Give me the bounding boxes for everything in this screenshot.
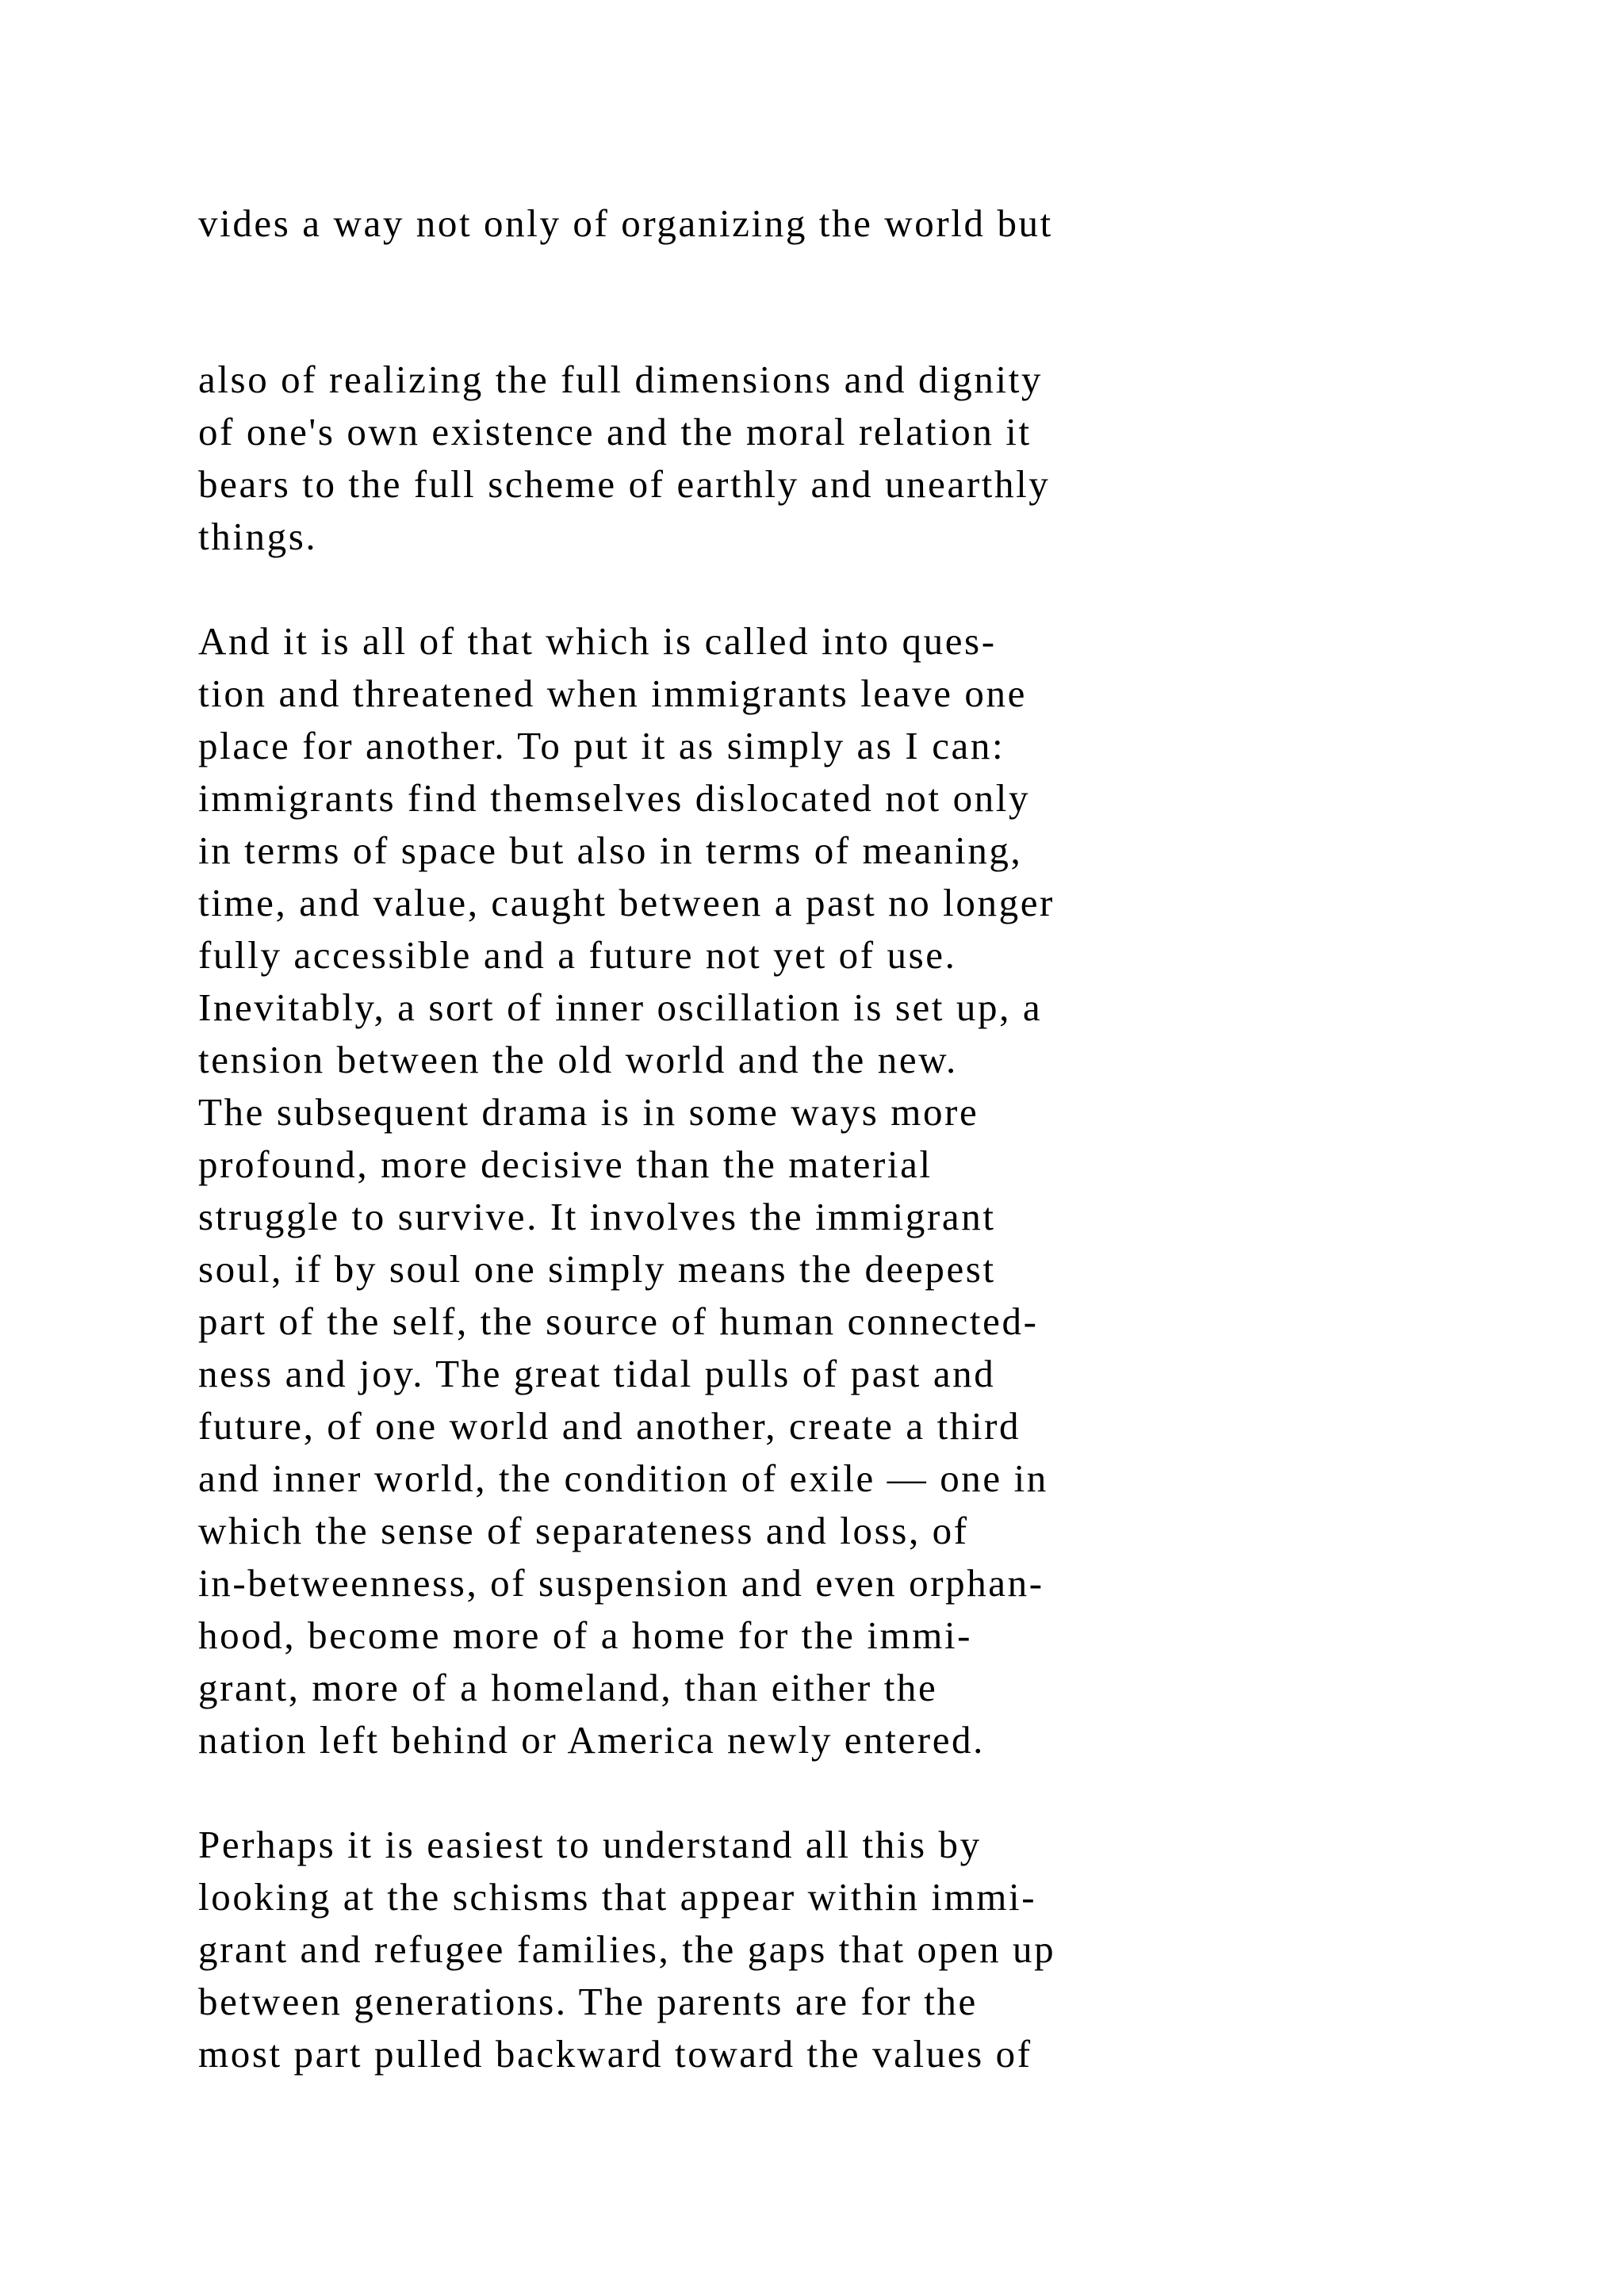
- text-line: immigrants find themselves dislocated not only: [198, 776, 1031, 820]
- text-line: also of realizing the full dimensions and dignity: [198, 358, 1044, 401]
- text-line: bears to the full scheme of earthly and unearthly: [198, 462, 1051, 506]
- text-line: looking at the schisms that appear within immi-: [198, 1875, 1037, 1919]
- text-line: of one's own existence and the moral relation it: [198, 410, 1032, 453]
- text-line: And it is all of that which is called into ques-: [198, 619, 997, 663]
- text-line: most part pulled backward toward the values of: [198, 2032, 1032, 2076]
- text-line: part of the self, the source of human connected-: [198, 1299, 1039, 1343]
- text-line: grant and refugee families, the gaps that open up: [198, 1927, 1056, 1971]
- text-line: The subsequent drama is in some ways more: [198, 1090, 979, 1134]
- text-line: vides a way not only of organizing the world but: [198, 201, 1053, 245]
- text-line: soul, if by soul one simply means the deepest: [198, 1247, 996, 1291]
- text-line: ness and joy. The great tidal pulls of past and: [198, 1352, 996, 1395]
- text-line: hood, become more of a home for the immi-: [198, 1613, 973, 1657]
- text-line: profound, more decisive than the material: [198, 1142, 933, 1186]
- text-line: nation left behind or America newly entered.: [198, 1718, 985, 1762]
- text-line: and inner world, the condition of exile — one in: [198, 1456, 1048, 1500]
- text-line: time, and value, caught between a past no longer: [198, 881, 1055, 924]
- text-line: tension between the old world and the new.: [198, 1038, 958, 1081]
- text-line: future, of one world and another, create a third: [198, 1404, 1021, 1448]
- text-line: Perhaps it is easiest to understand all this by: [198, 1823, 982, 1866]
- text-line: fully accessible and a future not yet of use.: [198, 933, 957, 977]
- text-line: grant, more of a homeland, than either the: [198, 1666, 938, 1709]
- text-line: struggle to survive. It involves the immigrant: [198, 1195, 996, 1238]
- text-line: tion and threatened when immigrants leave one: [198, 672, 1027, 715]
- text-line: place for another. To put it as simply as I can:: [198, 724, 1005, 767]
- text-line: which the sense of separateness and loss, of: [198, 1509, 969, 1552]
- text-line: things.: [198, 515, 318, 558]
- text-line: in terms of space but also in terms of meaning,: [198, 828, 1023, 872]
- text-line: Inevitably, a sort of inner oscillation is set up, a: [198, 985, 1043, 1029]
- text-line: between generations. The parents are for the: [198, 1980, 978, 2023]
- text-line: in-betweenness, of suspension and even orphan-: [198, 1561, 1044, 1605]
